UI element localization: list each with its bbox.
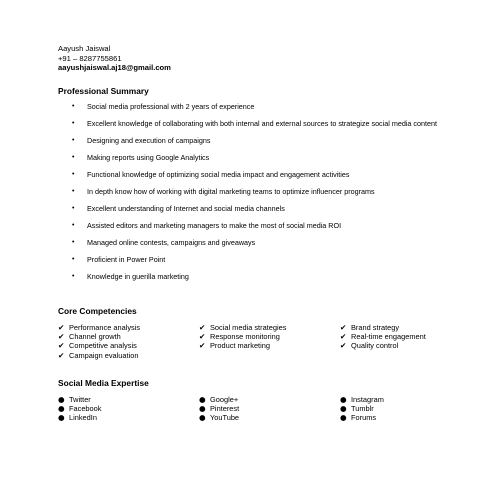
dot-icon: ● bbox=[199, 413, 206, 423]
bullet-icon: • bbox=[72, 255, 75, 263]
expertise-column bbox=[199, 395, 239, 423]
summary-item bbox=[58, 221, 438, 231]
summary-item bbox=[58, 170, 438, 180]
competency-item bbox=[58, 341, 140, 350]
summary-item bbox=[58, 187, 438, 197]
expertise-text: Facebook bbox=[69, 404, 102, 414]
bullet-icon: • bbox=[72, 221, 75, 229]
bullet-icon: • bbox=[72, 103, 75, 110]
summary-item bbox=[58, 153, 438, 163]
summary-item-text: Designing and execution of campaigns bbox=[87, 135, 211, 145]
expertise-item bbox=[340, 395, 384, 404]
check-icon: ✔ bbox=[58, 332, 65, 342]
competency-item bbox=[199, 332, 286, 341]
competency-text: Brand strategy bbox=[351, 323, 400, 332]
check-icon: ✔ bbox=[58, 350, 65, 360]
dot-icon: ● bbox=[58, 404, 65, 414]
expertise-text: YouTube bbox=[210, 413, 240, 423]
expertise-item bbox=[199, 413, 239, 422]
competency-text: Real-time engagement bbox=[351, 332, 426, 342]
expertise-item bbox=[199, 404, 239, 413]
summary-item-text: Functional knowledge of optimizing social media impact and engagement activities bbox=[87, 169, 350, 179]
bullet-icon: • bbox=[72, 272, 75, 280]
dot-icon: ● bbox=[58, 413, 65, 423]
summary-item-text: Excellent understanding of Internet and social media channels bbox=[87, 203, 285, 213]
summary-item bbox=[58, 204, 438, 214]
expertise-text: Forums bbox=[351, 413, 377, 423]
check-icon: ✔ bbox=[58, 341, 65, 351]
competency-text: Quality control bbox=[351, 341, 399, 351]
summary-item-text: Managed online contests, campaigns and giveaways bbox=[87, 237, 256, 247]
competencies-heading: Core Competencies bbox=[58, 306, 137, 316]
check-icon: ✔ bbox=[199, 341, 206, 351]
contact-email: aayushjaiswal.aj18@gmail.com bbox=[58, 63, 171, 73]
summary-item bbox=[58, 272, 438, 282]
contact-name: Aayush Jaiswal bbox=[58, 44, 111, 53]
competency-text: Campaign evaluation bbox=[69, 350, 139, 360]
summary-item bbox=[58, 255, 438, 265]
summary-item bbox=[58, 119, 438, 129]
summary-list bbox=[58, 102, 438, 289]
dot-icon: ● bbox=[199, 404, 206, 414]
expertise-text: Twitter bbox=[69, 395, 91, 404]
competency-text: Performance analysis bbox=[69, 323, 141, 332]
expertise-text: Instagram bbox=[351, 395, 384, 404]
check-icon: ✔ bbox=[340, 323, 347, 332]
bullet-icon: • bbox=[72, 238, 75, 246]
check-icon: ✔ bbox=[199, 323, 206, 332]
bullet-icon: • bbox=[72, 153, 75, 161]
competency-item bbox=[199, 341, 286, 350]
expertise-item bbox=[58, 413, 101, 422]
check-icon: ✔ bbox=[340, 332, 347, 342]
dot-icon: ● bbox=[199, 395, 206, 404]
competencies-column bbox=[340, 323, 426, 351]
bullet-icon: • bbox=[72, 170, 75, 178]
competency-item bbox=[340, 341, 426, 350]
competency-text: Channel growth bbox=[69, 332, 121, 342]
competency-text: Social media strategies bbox=[210, 323, 287, 332]
competency-item bbox=[340, 332, 426, 341]
competencies-column bbox=[58, 323, 140, 360]
competency-item bbox=[58, 332, 140, 341]
summary-item-text: Knowledge in guerilla marketing bbox=[87, 271, 189, 281]
summary-item-text: Social media professional with 2 years of experience bbox=[87, 102, 255, 111]
bullet-icon: • bbox=[72, 187, 75, 195]
expertise-column bbox=[58, 395, 101, 423]
summary-item-text: Assisted editors and marketing managers to make the most of social media ROI bbox=[87, 220, 342, 230]
dot-icon: ● bbox=[340, 413, 347, 423]
expertise-item bbox=[58, 404, 101, 413]
summary-item bbox=[58, 238, 438, 248]
check-icon: ✔ bbox=[199, 332, 206, 342]
summary-item-text: Excellent knowledge of collaborating with both internal and external sources to strategize social media content bbox=[87, 118, 437, 128]
competency-text: Product marketing bbox=[210, 341, 270, 351]
expertise-column bbox=[340, 395, 384, 423]
expertise-heading: Social Media Expertise bbox=[58, 378, 149, 388]
expertise-text: LinkedIn bbox=[69, 413, 97, 423]
dot-icon: ● bbox=[340, 395, 347, 404]
expertise-item bbox=[340, 413, 384, 422]
check-icon: ✔ bbox=[340, 341, 347, 351]
dot-icon: ● bbox=[340, 404, 347, 414]
summary-item bbox=[58, 136, 438, 146]
competency-item bbox=[199, 323, 286, 332]
competency-item bbox=[58, 323, 140, 332]
bullet-icon: • bbox=[72, 136, 75, 144]
summary-heading: Professional Summary bbox=[58, 86, 149, 96]
competencies-column bbox=[199, 323, 286, 351]
expertise-item bbox=[58, 395, 101, 404]
competency-item bbox=[340, 323, 426, 332]
competency-text: Response monitoring bbox=[210, 332, 280, 342]
expertise-text: Pinterest bbox=[210, 404, 240, 414]
expertise-text: Google+ bbox=[210, 395, 239, 404]
bullet-icon: • bbox=[72, 204, 75, 212]
summary-item bbox=[58, 102, 438, 112]
contact-phone: +91 – 8287755861 bbox=[58, 53, 122, 63]
competency-text: Competitive analysis bbox=[69, 341, 137, 351]
contact-block bbox=[58, 44, 171, 73]
expertise-text: Tumblr bbox=[351, 404, 374, 414]
check-icon: ✔ bbox=[58, 323, 65, 332]
summary-item-text: In depth know how of working with digital marketing teams to optimize influencer programs bbox=[87, 186, 375, 196]
summary-item-text: Making reports using Google Analytics bbox=[87, 152, 210, 162]
expertise-item bbox=[340, 404, 384, 413]
summary-item-text: Proficient in Power Point bbox=[87, 254, 166, 264]
dot-icon: ● bbox=[58, 395, 65, 404]
competency-item bbox=[58, 351, 140, 360]
bullet-icon: • bbox=[72, 119, 75, 127]
expertise-item bbox=[199, 395, 239, 404]
